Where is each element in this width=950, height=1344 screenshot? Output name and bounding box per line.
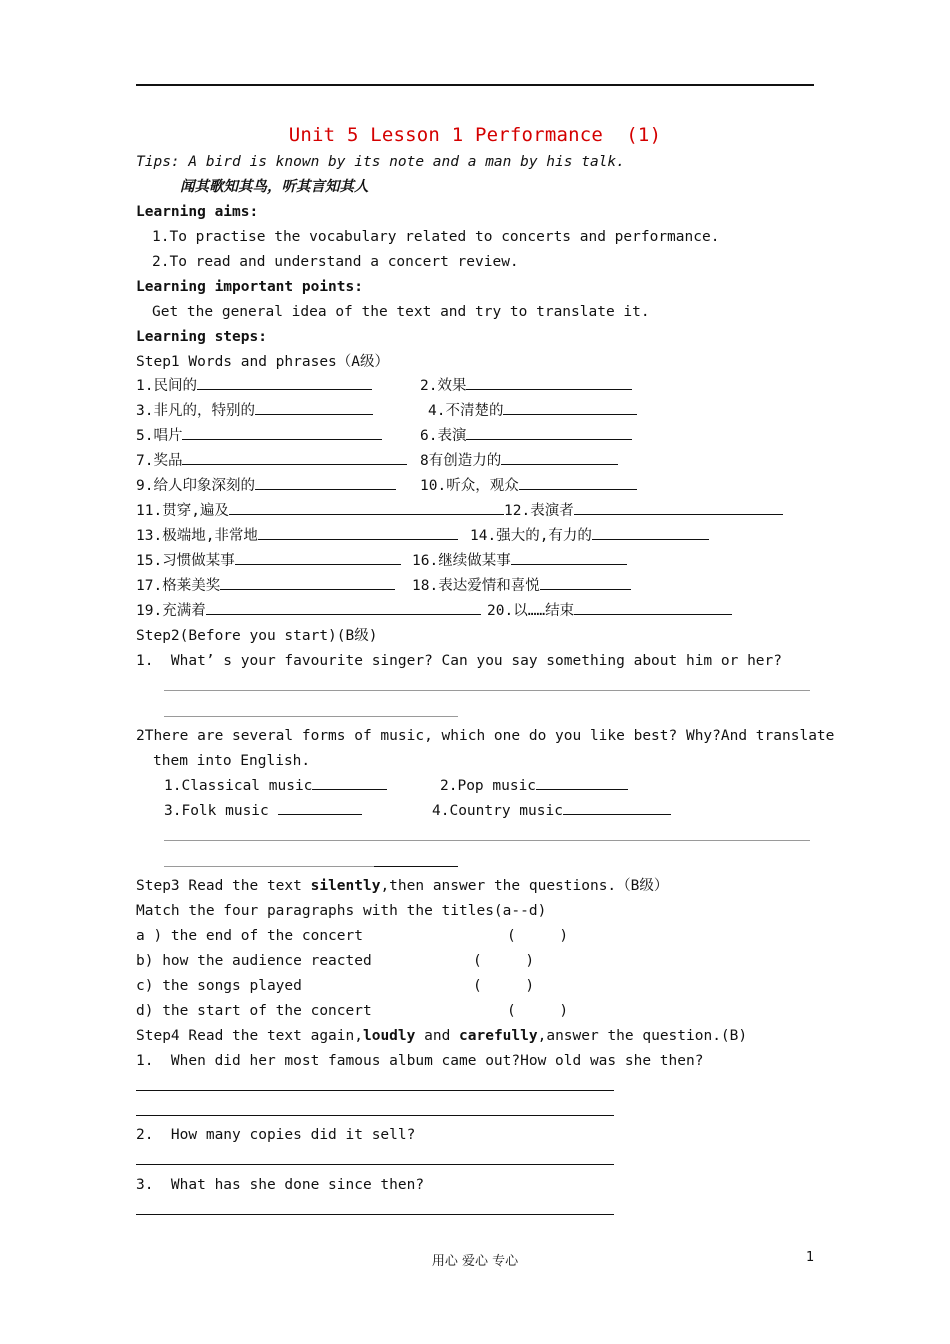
vocab-item-6 [420, 426, 632, 446]
step2-question-2: 2There are several forms of music, which one do you like best? Why?And translate [136, 728, 835, 744]
answer-blank[interactable] [278, 801, 362, 815]
answer-line[interactable] [164, 840, 810, 841]
vocab-label: 12.表演者 [504, 503, 574, 519]
answer-line[interactable] [136, 1214, 614, 1215]
vocab-label: 4.不清楚的 [428, 403, 504, 419]
step4-question-1: 1. When did her most famous album came out?How old was she then? [136, 1053, 704, 1069]
match-paren-c[interactable]: ( ) [473, 978, 535, 994]
aims-heading: Learning aims: [136, 204, 259, 220]
vocab-label: 3.非凡的，特别的 [136, 403, 255, 419]
match-item-c: c) the songs played [136, 978, 302, 994]
music-label: 1.Classical music [164, 778, 313, 794]
emphasis-loudly: loudly [362, 1028, 416, 1044]
step2-question-1: 1. What’ s your favourite singer? Can you say something about him or her? [136, 653, 783, 669]
answer-blank[interactable] [235, 551, 401, 565]
vocab-label: 14.强大的,有力的 [470, 528, 592, 544]
steps-heading: Learning steps: [136, 329, 267, 345]
answer-blank[interactable] [501, 451, 618, 465]
match-item-b: b) how the audience reacted [136, 953, 372, 969]
top-rule [136, 84, 814, 86]
answer-blank[interactable] [536, 776, 628, 790]
vocab-label: 6.表演 [420, 428, 467, 444]
aim-item-1: 1.To practise the vocabulary related to concerts and performance. [152, 229, 720, 245]
answer-blank[interactable] [574, 601, 732, 615]
page-number: 1 [806, 1250, 815, 1265]
answer-blank[interactable] [312, 776, 387, 790]
step2-heading: Step2(Before you start)(B级) [136, 628, 378, 644]
vocab-item-18 [412, 576, 631, 596]
vocab-label: 16.继续做某事 [412, 553, 511, 569]
music-label: 4.Country music [432, 803, 563, 819]
vocab-item-13 [136, 526, 458, 546]
answer-line[interactable] [136, 1090, 614, 1091]
answer-blank[interactable] [563, 801, 671, 815]
step4-heading-text: and [415, 1028, 460, 1044]
step4-heading-text: ,answer the question.(B) [537, 1028, 748, 1044]
answer-line[interactable] [136, 1115, 614, 1116]
music-form-3 [164, 801, 362, 821]
vocab-label: 15.习惯做某事 [136, 553, 235, 569]
music-form-4 [432, 801, 671, 821]
vocab-item-11 [136, 501, 504, 521]
vocab-label: 10.听众，观众 [420, 478, 519, 494]
emphasis-carefully: carefully [459, 1028, 538, 1044]
vocab-item-1 [136, 376, 372, 396]
answer-blank[interactable] [466, 376, 632, 390]
step3-heading-text: Step3 Read the text [136, 878, 311, 894]
answer-blank[interactable] [229, 501, 504, 515]
vocab-label: 7.奖品 [136, 453, 183, 469]
vocab-item-9 [136, 476, 396, 496]
music-form-2 [440, 776, 628, 796]
answer-blank[interactable] [206, 601, 481, 615]
answer-blank[interactable] [197, 376, 372, 390]
answer-line[interactable] [164, 866, 374, 867]
match-paren-b[interactable]: ( ) [473, 953, 535, 969]
answer-line[interactable] [136, 1164, 614, 1165]
points-text: Get the general idea of the text and try to translate it. [152, 304, 650, 320]
vocab-label: 19.充满着 [136, 603, 206, 619]
answer-blank[interactable] [503, 401, 637, 415]
music-form-1 [164, 776, 387, 796]
vocab-item-2 [420, 376, 632, 396]
points-heading: Learning important points: [136, 279, 363, 295]
answer-blank[interactable] [574, 501, 783, 515]
vocab-item-8 [420, 451, 618, 471]
answer-line[interactable] [164, 690, 810, 691]
tips-english: Tips: A bird is known by its note and a man by his talk. [136, 154, 625, 170]
answer-line[interactable] [374, 866, 458, 867]
step4-heading-text: Step4 Read the text again, [136, 1028, 363, 1044]
vocab-label: 9.给人印象深刻的 [136, 478, 255, 494]
vocab-item-3 [136, 401, 373, 421]
vocab-item-19 [136, 601, 481, 621]
vocab-item-16 [412, 551, 627, 571]
step3-heading-text: ,then answer the questions.（B级） [380, 878, 669, 894]
vocab-item-15 [136, 551, 401, 571]
vocab-item-5 [136, 426, 382, 446]
aim-item-2: 2.To read and understand a concert review. [152, 254, 519, 270]
answer-blank[interactable] [466, 426, 632, 440]
answer-blank[interactable] [182, 451, 407, 465]
vocab-label: 2.效果 [420, 378, 467, 394]
answer-blank[interactable] [182, 426, 382, 440]
vocab-label: 13.极端地,非常地 [136, 528, 258, 544]
tips-chinese: 闻其歌知其鸟，听其言知其人 [180, 178, 369, 195]
answer-blank[interactable] [220, 576, 395, 590]
vocab-item-14 [470, 526, 709, 546]
step1-heading: Step1 Words and phrases（A级） [136, 354, 390, 370]
step4-question-3: 3. What has she done since then? [136, 1177, 425, 1193]
match-item-d: d) the start of the concert [136, 1003, 372, 1019]
answer-blank[interactable] [255, 401, 373, 415]
answer-blank[interactable] [592, 526, 709, 540]
vocab-item-7 [136, 451, 407, 471]
step2-question-2-cont: them into English. [153, 753, 311, 769]
vocab-item-17 [136, 576, 395, 596]
vocab-label: 20.以……结束 [487, 603, 575, 619]
vocab-label: 18.表达爱情和喜悦 [412, 578, 540, 594]
vocab-label: 5.唱片 [136, 428, 183, 444]
step4-question-2: 2. How many copies did it sell? [136, 1127, 416, 1143]
vocab-label: 11.贯穿,遍及 [136, 503, 229, 519]
answer-line[interactable] [164, 716, 458, 717]
emphasis-silently: silently [310, 878, 381, 894]
page-title: Unit 5 Lesson 1 Performance (1) [288, 124, 662, 146]
match-paren-d[interactable]: ( ) [507, 1003, 569, 1019]
vocab-label: 1.民间的 [136, 378, 197, 394]
step3-instruction: Match the four paragraphs with the titles(a--d) [136, 903, 547, 919]
step3-heading [136, 876, 668, 896]
answer-blank[interactable] [540, 576, 631, 590]
answer-blank[interactable] [511, 551, 627, 565]
vocab-label: 17.格莱美奖 [136, 578, 221, 594]
answer-blank[interactable] [258, 526, 458, 540]
vocab-item-4 [428, 401, 637, 421]
answer-blank[interactable] [255, 476, 396, 490]
vocab-item-12 [504, 501, 783, 521]
match-paren-a[interactable]: ( ) [507, 928, 569, 944]
step4-heading [136, 1026, 747, 1046]
footer-motto: 用心 爱心 专心 [431, 1254, 519, 1269]
music-label: 2.Pop music [440, 778, 537, 794]
vocab-item-20 [487, 601, 732, 621]
music-label: 3.Folk music [164, 803, 278, 819]
vocab-label: 8有创造力的 [420, 453, 502, 469]
match-item-a: a ) the end of the concert [136, 928, 363, 944]
answer-blank[interactable] [519, 476, 637, 490]
vocab-item-10 [420, 476, 637, 496]
